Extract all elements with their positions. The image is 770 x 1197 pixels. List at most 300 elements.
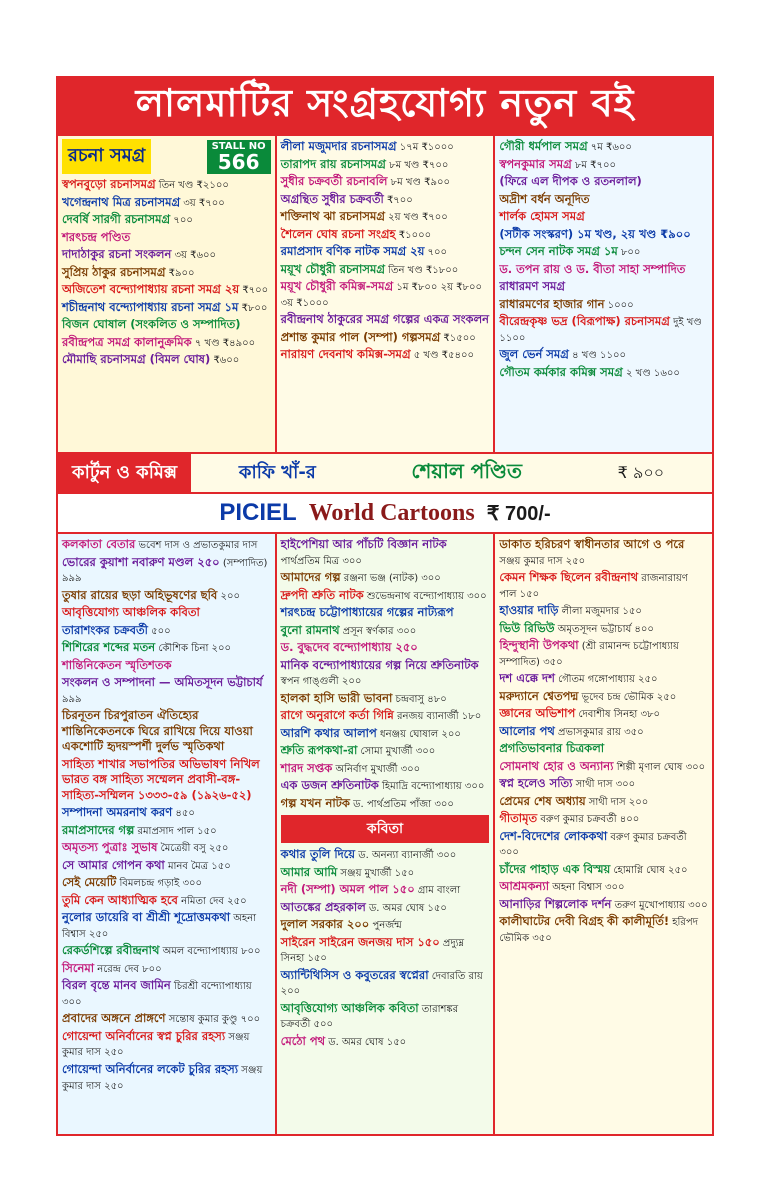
book-note: ₹৭০০ xyxy=(239,285,269,297)
book-note: সঞ্জয় কুমার দাস ২৫০ xyxy=(62,1064,263,1092)
book-title: লীলা মজুমদার রচনাসমগ্র xyxy=(280,139,397,153)
book-item xyxy=(281,588,490,604)
book-item xyxy=(281,157,490,173)
cartoon-price: ₹ ৯০০ xyxy=(617,462,665,482)
book-item xyxy=(499,794,708,810)
book-title: অজিতেশ বন্দ্যোপাধ্যায় রচনা সমগ্র ২য় xyxy=(62,282,240,297)
book-note: ভূদেব চন্দ্র ভৌমিক ২৫০ xyxy=(578,691,677,703)
book-note: স্বপন গাঙ্গুলী ২০০ xyxy=(280,676,362,688)
book-item xyxy=(281,192,490,208)
piciel-banner xyxy=(58,492,712,532)
book-title: ডাকাত হরিচরণ স্বাধীনতার আগে ও পরে xyxy=(499,537,685,551)
book-item xyxy=(281,244,490,260)
book-title: সে আমার গোপন কথা xyxy=(62,857,165,872)
book-title: সাহিত্য শাখার সভাপতির অভিভাষণ নিখিল ভারত বঙ্গ সাহিত্য সম্মেলন প্রবাসী-বঙ্গ-সাহিত্য-সম্মিলন ১৩৩৩-৫৯ (১৯২৬-৫২) xyxy=(62,756,260,802)
book-item xyxy=(499,570,708,601)
book-item xyxy=(281,570,490,586)
book-title: বুনো রামনাথ xyxy=(280,622,340,637)
book-list-col3-top xyxy=(499,139,708,380)
book-note: প্রদ্যুম্ন সিনহা ১৫০ xyxy=(280,937,465,965)
book-item xyxy=(281,623,490,639)
book-title: ভিউ রিভিউ xyxy=(499,620,555,635)
book-item xyxy=(62,708,271,755)
book-note: ₹১০০০ xyxy=(395,229,432,241)
book-note: অমল বন্দ্যোপাধ্যায় ৮০০ xyxy=(159,946,261,958)
book-item xyxy=(62,875,271,891)
book-note: ৮ম খণ্ড ₹৭০০ xyxy=(385,159,449,171)
book-title: শক্তিনাথ ঝা রচনাসমগ্র xyxy=(280,209,385,224)
book-title: গৌরী ধর্মপাল সমগ্র xyxy=(499,139,588,153)
book-note: ৭ম ₹৬০০ xyxy=(587,142,632,153)
stall-label: STALL NO xyxy=(211,140,266,152)
stall-number: 566 xyxy=(217,149,260,174)
book-item xyxy=(281,847,490,863)
book-title: সোমনাথ হোর ও অন্যান্য xyxy=(499,758,614,773)
col2-bottom xyxy=(277,534,496,1134)
book-title: গোয়েন্দা অনির্বানের স্বপ্ন চুরির রহস্য xyxy=(62,1028,226,1043)
book-note: রনজয় ব্যানার্জী ১৮০ xyxy=(393,711,482,723)
book-item xyxy=(281,174,490,190)
book-title: হালকা হাসি ভারী ভাবনা xyxy=(280,690,393,705)
book-item xyxy=(499,603,708,619)
book-note: তারাশঙ্কর চক্রবর্তী ৫০০ xyxy=(280,1003,459,1031)
book-item xyxy=(281,537,490,568)
book-title: হাওয়ার দাড়ি xyxy=(499,603,559,618)
cartoon-tag: কার্টুন ও কমিক্স xyxy=(58,454,191,492)
book-item xyxy=(62,675,271,706)
book-item xyxy=(281,279,490,310)
book-title: অদ্রীশ বর্ধন অনূদিত xyxy=(499,191,590,206)
book-note: ₹১৫০০ xyxy=(440,332,476,344)
book-note: বরুণ কুমার চক্রবর্তী ৩০০ xyxy=(499,831,687,859)
book-item xyxy=(281,743,490,759)
book-title: শার্লক হোমস সমগ্র xyxy=(499,209,585,224)
book-item xyxy=(62,588,271,604)
book-note: ড. অনন্যা ব্যানার্জী ৩০০ xyxy=(355,850,457,862)
book-title: শান্তিনিকেতন স্মৃতিশতক xyxy=(62,657,172,672)
book-list-col2-bottom xyxy=(281,537,490,811)
book-item xyxy=(62,555,271,586)
book-item xyxy=(281,1034,490,1050)
book-title: আশ্রমকন্যা xyxy=(499,879,550,894)
book-item xyxy=(62,961,271,977)
book-note: তিন খণ্ড ₹১৮০০ xyxy=(384,264,459,276)
book-title: রমাপ্রসাদ বণিক নাটক সমগ্র ২য় xyxy=(280,244,425,259)
book-item xyxy=(62,265,271,281)
book-note: ১০০০ xyxy=(604,299,634,311)
book-note: ৪ খণ্ড ১১০০ xyxy=(568,350,626,362)
book-title: প্রবাদের অঙ্গনে প্রাঙ্গণে xyxy=(62,1011,166,1026)
book-item xyxy=(281,882,490,898)
book-list-kobita xyxy=(281,847,490,1049)
book-note: (শ্রী রামানন্দ চট্টোপাধ্যায় সম্পাদিত) ৩৫০ xyxy=(499,641,679,668)
book-title: সাইরেন সাইরেন জনজয় দাস ১৫০ xyxy=(280,934,440,949)
book-note: সঞ্জয় মুখার্জী ১৫০ xyxy=(337,867,415,879)
book-title: তুমি কেন আধ্যাত্মিক হবে xyxy=(62,892,178,907)
book-item xyxy=(281,900,490,916)
book-title: শচীন্দ্রনাথ বন্দ্যোপাধ্যায় রচনা সমগ্র ১ম xyxy=(62,299,239,314)
book-item xyxy=(499,262,708,278)
book-note: অনির্বাণ মুখার্জী ৩০০ xyxy=(332,763,421,775)
book-title: সুধীর চক্রবর্তী রচনাবলি xyxy=(280,174,388,189)
book-title: বিজন ঘোষাল (সংকলিত ও সম্পাদিত) xyxy=(62,317,241,332)
book-title: এক ডজন শ্রুতিনাটক xyxy=(280,778,379,793)
book-title: গল্প যখন নাটক xyxy=(280,795,350,810)
book-title: রাধারমণ সমগ্র xyxy=(499,279,566,294)
book-item xyxy=(281,761,490,777)
book-title: আবৃত্তিযোগ্য আঞ্চলিক কবিতা xyxy=(62,605,200,620)
book-item xyxy=(281,796,490,812)
stall-badge xyxy=(207,140,271,174)
book-note: ₹৯০০ xyxy=(165,267,195,279)
book-item xyxy=(62,943,271,959)
book-item xyxy=(499,297,708,313)
book-item xyxy=(499,621,708,637)
book-note: ভবেশ দাস ও প্রভাতকুমার দাস xyxy=(135,540,258,551)
book-item xyxy=(281,865,490,881)
cartoon-title-b: শেয়াল পণ্ডিত xyxy=(411,458,523,483)
book-note: নমিতা দেব ২৫০ xyxy=(177,895,247,907)
book-item xyxy=(62,910,271,941)
book-note: ₹৭০০ xyxy=(383,194,413,206)
book-note: ৪৫০ xyxy=(172,808,195,820)
book-note: ২ খণ্ড ১৬০০ xyxy=(622,367,680,379)
book-title: আনাড়ির শিল্পলোক দর্শন xyxy=(499,896,612,911)
book-title: শৈলেন ঘোষ রচনা সংগ্রহ xyxy=(280,226,396,241)
book-item xyxy=(499,537,708,568)
book-title: আমার আমি xyxy=(280,864,338,879)
book-item xyxy=(281,917,490,933)
book-note: ৭০০ xyxy=(424,247,448,259)
book-title: আলোর পথ xyxy=(499,723,555,738)
book-title: নদী (সম্পা) অমল পাল ১৫০ xyxy=(280,882,415,897)
book-item xyxy=(62,805,271,821)
book-note: তরুণ মুখোপাধ্যায় ৩০০ xyxy=(611,899,708,911)
book-title: তারাপদ রায় রচনাসমগ্র xyxy=(280,156,386,171)
book-note: চন্দ্রবাসু ৪৮০ xyxy=(392,693,447,705)
book-item xyxy=(499,862,708,878)
rachana-title: রচনা সমগ্র xyxy=(62,139,151,174)
book-title: বীরেন্দ্রকৃষ্ণ ভদ্র (বিরূপাক্ষ) রচনাসমগ্র xyxy=(499,314,670,329)
piciel-title: World Cartoons xyxy=(308,499,475,526)
book-item xyxy=(62,893,271,909)
book-note: শিল্পী মৃণাল ঘোষ ৩০০ xyxy=(613,761,706,773)
book-note: হোমাগ্নি ঘোষ ২৫০ xyxy=(610,864,688,876)
book-item xyxy=(62,757,271,804)
col1-top xyxy=(58,136,277,452)
book-title: (ফিরে এল দীপক ও রতনলাল) xyxy=(499,174,642,189)
book-title: মরুদ্যানে শ্বেতপদ্ম xyxy=(499,688,579,703)
book-item xyxy=(499,347,708,363)
book-item xyxy=(62,1011,271,1027)
book-item xyxy=(499,706,708,722)
book-item xyxy=(62,177,271,193)
cartoon-title-a: কাফি খাঁ-র xyxy=(238,461,316,483)
book-title: সুপ্রিয় ঠাকুর রচনাসমগ্র xyxy=(62,264,166,279)
book-title: শারদ সপ্তক xyxy=(280,760,333,775)
book-title: কথার তুলি দিয়ে xyxy=(280,847,356,862)
book-note: ১ম ₹৮০০ ২য় ₹৮০০ ৩য় ₹১০০০ xyxy=(280,282,483,309)
book-title: রেকর্ডশিল্পে রবীন্দ্রনাথ xyxy=(62,943,160,958)
book-note: ধনঞ্জয় ঘোষাল ২০০ xyxy=(376,728,461,740)
book-note: লীলা মজুমদার ১৫০ xyxy=(558,606,642,618)
book-note: ৭ খণ্ড ₹৪৯০০ xyxy=(191,337,256,349)
book-item xyxy=(281,262,490,278)
book-title: আমাদের গল্প xyxy=(280,570,341,585)
book-item xyxy=(62,823,271,839)
book-item xyxy=(62,840,271,856)
book-title: শরৎচন্দ্র পণ্ডিত xyxy=(62,229,131,244)
book-note: প্রসূন স্বর্ণকার ৩০০ xyxy=(339,625,417,637)
piciel-brand: PICIEL xyxy=(219,499,297,526)
book-title: ভোরের কুয়াশা নবারুণ মণ্ডল ২৫০ xyxy=(62,554,220,569)
book-item xyxy=(281,227,490,243)
book-title: শ্রুতি রূপকথা-রা xyxy=(280,743,358,758)
kobita-tag: কবিতা xyxy=(281,815,490,843)
book-item xyxy=(499,365,708,381)
book-title: নুলোর ডায়েরি বা শ্রীশ্রী শূদ্রোত্তমকথা xyxy=(62,910,231,925)
book-title: অ্যান্টিথিসিস ও কবুতরের স্বপ্নেরা xyxy=(280,967,429,982)
book-item xyxy=(281,139,490,155)
book-note: কৌশিক চিনা ২০০ xyxy=(155,643,232,655)
book-title: রাধারমণের হাজার গান xyxy=(499,296,605,311)
book-title: দাদাঠাকুর রচনা সংকলন xyxy=(62,247,172,262)
book-item xyxy=(499,811,708,827)
book-note: সঞ্জয় কুমার দাস ২৫০ xyxy=(499,555,586,567)
book-note: সোমা মুখার্জী ৩০০ xyxy=(357,746,436,758)
book-item xyxy=(499,209,708,225)
cartoon-strip xyxy=(58,452,712,492)
book-note: শুভেন্দ্রনাথ বন্দ্যোপাধ্যায় ৩০০ xyxy=(363,590,487,602)
book-list-col2-top xyxy=(281,139,490,363)
book-item xyxy=(499,689,708,705)
book-note: ₹৮০০ xyxy=(238,302,268,314)
book-note: রঞ্জনা ভঞ্জ (নাটক) ৩০০ xyxy=(340,573,441,585)
book-title: রবীন্দ্রপত্র সমগ্র কালানুক্রমিক xyxy=(62,334,192,349)
book-note: ৮ম ₹৭০০ xyxy=(571,159,616,171)
book-item xyxy=(281,347,490,363)
piciel-price: ₹ 700/- xyxy=(486,502,551,525)
catalogue-section xyxy=(58,532,712,1134)
book-item xyxy=(281,1001,490,1032)
book-note: হরিপদ ভৌমিক ৩৫০ xyxy=(499,917,698,944)
book-note: মৈত্রেয়ী বসু ২৫০ xyxy=(157,843,229,855)
book-item xyxy=(281,778,490,794)
book-item xyxy=(499,724,708,740)
book-item xyxy=(62,623,271,639)
book-note: সন্তোষ কুমার কুণ্ডু ৭০০ xyxy=(165,1014,261,1026)
book-note: ৫০০ xyxy=(147,625,171,637)
book-item xyxy=(62,640,271,656)
book-note: বরুণ কুমার চক্রবর্তী ৪০০ xyxy=(537,814,640,826)
book-item xyxy=(499,741,708,757)
book-title: ময়ূখ চৌধুরী রচনাসমগ্র xyxy=(280,261,385,276)
book-item xyxy=(499,638,708,669)
book-item xyxy=(499,914,708,945)
book-item xyxy=(62,195,271,211)
book-note: ৫ খণ্ড ₹৫৪০০ xyxy=(410,350,474,362)
book-item xyxy=(62,605,271,621)
book-title: মানিক বন্দ্যোপাধ্যায়ের গল্প নিয়ে শ্রুতিনাটক xyxy=(280,657,479,672)
book-title: দশ এক্কে দশ xyxy=(499,671,555,686)
book-note: ৯৯৯ xyxy=(62,693,82,705)
book-item xyxy=(499,776,708,792)
book-note: ৭০০ xyxy=(170,215,193,227)
book-title: সংকলন ও সম্পাদনা — অমিতসূদন ভট্টাচার্য xyxy=(62,675,263,690)
book-note: সঞ্জয় কুমার দাস ২৫০ xyxy=(62,1031,250,1059)
book-note: চিরশ্রী বন্দ্যোপাধ্যায় ৩০০ xyxy=(62,981,252,1008)
book-title: রমাপ্রসাদের গল্প xyxy=(62,822,135,837)
book-title: কলকাতা বেতার xyxy=(62,537,136,551)
book-note: গ্রাম বাংলা xyxy=(414,885,461,897)
book-item xyxy=(499,227,708,243)
book-item xyxy=(62,1062,271,1093)
book-item xyxy=(281,330,490,346)
book-note: অহনা বিশ্বাস ৩০০ xyxy=(549,882,625,894)
book-note: সাথী দাস ৩০০ xyxy=(572,779,636,791)
book-item xyxy=(281,605,490,621)
book-item xyxy=(499,192,708,208)
book-item xyxy=(281,640,490,656)
book-item xyxy=(499,279,708,295)
book-note: ৩য় ₹৬০০ xyxy=(171,250,216,262)
book-note: বিমলচন্দ্র গড়াই ৩০০ xyxy=(116,878,203,890)
book-title: জ্ঞানের অভিশাপ xyxy=(499,706,576,721)
book-list-col3-bottom xyxy=(499,537,708,945)
book-title: ড. তপন রায় ও ড. বীতা সাহা সম্পাদিত xyxy=(499,261,686,276)
book-title: দেশ-বিদেশের লোককথা xyxy=(499,828,608,843)
book-title: হিন্দুস্থানী উপকথা xyxy=(499,638,579,653)
book-title: গোয়েন্দা অনির্বানের লকেট চুরির রহস্য xyxy=(62,1061,239,1076)
book-title: শরৎচন্দ্র চট্টোপাধ্যায়ের গল্পের নাট্যরূপ xyxy=(280,605,454,620)
book-note: (সম্পাদিত) ৯৯৯ xyxy=(62,557,268,585)
advert-frame xyxy=(56,76,714,1136)
book-item xyxy=(62,978,271,1009)
book-item xyxy=(281,968,490,999)
book-title: স্বপনবুড়ো রচনাসমগ্র xyxy=(62,177,156,191)
book-title: চাঁদের পাহাড় এক বিস্ময় xyxy=(499,861,611,876)
book-title: আবৃত্তিযোগ্য আঞ্চলিক কবিতা xyxy=(280,1000,419,1015)
book-item xyxy=(62,317,271,333)
book-item xyxy=(499,244,708,260)
page-title: লালমাটির সংগ্রহযোগ্য নতুন বই xyxy=(58,78,712,134)
book-item xyxy=(281,726,490,742)
book-item xyxy=(62,858,271,874)
book-item xyxy=(62,282,271,298)
col1-bottom xyxy=(58,534,277,1134)
book-note: ৮ম খণ্ড ₹৯০০ xyxy=(387,177,450,189)
book-title: গীতামৃত xyxy=(499,811,538,826)
book-title: প্রশান্ত কুমার পাল (সম্পা) গল্পসমগ্র xyxy=(280,329,441,344)
book-title: খগেন্দ্রনাথ মিত্র রচনাসমগ্র xyxy=(62,194,181,209)
rachana-header xyxy=(62,139,271,174)
book-title: স্বপ্ন হলেও সত্যি xyxy=(499,776,573,791)
book-note: রাজনারায়ণ পাল ১৫০ xyxy=(499,573,688,600)
book-title: হাইপেশিয়া আর পাঁচটি বিজ্ঞান নাটক xyxy=(280,537,447,551)
book-title: তারাশংকর চক্রবর্তী xyxy=(62,622,148,637)
book-item xyxy=(281,312,490,328)
book-title: সেই মেয়েটি xyxy=(62,875,117,890)
book-item xyxy=(62,537,271,553)
book-title: ড. বুদ্ধদেব বন্দ্যোপাধ্যায় ২৫০ xyxy=(280,640,418,655)
book-title: প্রেমের শেষ অধ্যায় xyxy=(499,793,586,808)
book-item xyxy=(499,314,708,345)
book-title: রবীন্দ্রনাথ ঠাকুরের সমগ্র গল্পের একত্র সংকলন xyxy=(280,312,490,327)
book-title: তুষার রায়ের ছড়া অহিভূষণের ছবি xyxy=(62,587,218,602)
book-title: বিরল বৃন্তে মানব জামিন xyxy=(62,978,171,993)
book-note: ৩য় ₹৭০০ xyxy=(180,197,225,209)
book-note: পুনর্জন্ম xyxy=(369,920,402,932)
book-note: অমৃতসূদন ভট্টাচার্য ৪০০ xyxy=(554,623,654,635)
book-item xyxy=(62,658,271,674)
book-title: চন্দন সেন নাটক সমগ্র ১ম xyxy=(499,244,618,259)
book-note: ড. অমর ঘোষ ১৫০ xyxy=(325,1036,407,1048)
book-item xyxy=(62,247,271,263)
book-note: মানব মৈত্র ১৫০ xyxy=(164,860,231,872)
book-title: কালীঘাটের দেবী বিগ্রহ কী কালীমূর্তি! xyxy=(499,914,670,929)
cartoon-feature xyxy=(191,457,712,490)
book-note: হিমাদ্রি বন্দ্যোপাধ্যায় ৩০০ xyxy=(378,781,485,793)
book-note: প্রভাসকুমার রায় ৩৫০ xyxy=(554,726,644,738)
book-title: আরশি কথার আলাপ xyxy=(280,725,377,740)
book-title: দুলাল সরকার ২০০ xyxy=(280,917,370,932)
book-note: পার্থপ্রতিম মিত্র ৩০০ xyxy=(280,555,362,567)
book-title: দ্রুপদী শ্রুতি নাটক xyxy=(280,587,364,602)
rachana-section xyxy=(58,134,712,452)
book-note: তিন খণ্ড ₹২১০০ xyxy=(155,180,229,191)
book-title: কেমন শিক্ষক ছিলেন রবীন্দ্রনাথ xyxy=(499,570,639,585)
book-note: ২০০ xyxy=(217,590,240,602)
book-title: চিরনূতন চিরপুরাতন ঐতিহ্যের শান্তিনিকেতনকে ঘিরে রাখিয়ে দিয়ে যাওয়া একশোটি হৃদয়স্পর্শী দুর্লভ স্মৃতিকথা xyxy=(62,708,253,754)
book-note: ৮০০ xyxy=(617,247,641,259)
book-title: অমৃতস্য পুত্রাঃ সুভাষ xyxy=(62,840,158,855)
book-item xyxy=(499,157,708,173)
book-note: ₹৬০০ xyxy=(210,355,240,367)
book-item xyxy=(499,671,708,687)
book-item xyxy=(62,300,271,316)
book-note: ড. অমর ঘোষ ১৫০ xyxy=(365,902,447,914)
book-note: অহনা বিশ্বাস ২৫০ xyxy=(62,913,257,940)
book-note: রমাপ্রসাদ পাল ১৫০ xyxy=(134,825,217,837)
book-title: (সটীক সংস্করণ) ১ম খণ্ড, ২য় খণ্ড ₹৯০০ xyxy=(499,226,691,241)
book-title: নারায়ণ দেবনাথ কমিক্স-সমগ্র xyxy=(280,347,411,362)
book-item xyxy=(281,935,490,966)
book-list-col1-top xyxy=(62,177,271,368)
book-item xyxy=(499,879,708,895)
book-note: ড. পার্থপ্রতিম পাঁজা ৩০০ xyxy=(349,798,454,810)
book-list-col1-bottom xyxy=(62,537,271,1093)
book-note: দুই খণ্ড ১১০০ xyxy=(499,317,702,344)
book-title: আতঙ্কের প্রহরকাল xyxy=(280,899,366,914)
book-title: দেবর্ষি সারগী রচনাসমগ্র xyxy=(62,212,171,227)
book-title: রাগে অনুরাগে কর্তা গিন্নি xyxy=(280,708,394,723)
col3-top xyxy=(495,136,712,452)
book-title: মৌমাছি রচনাসমগ্র (বিমল ঘোষ) xyxy=(62,352,211,367)
book-item xyxy=(62,230,271,246)
book-title: ময়ূখ চৌধুরী কমিক্স-সমগ্র xyxy=(280,279,394,294)
book-note: ১৭ম ₹১০০০ xyxy=(396,142,454,153)
book-item xyxy=(62,352,271,368)
book-note: নরেন্দ্র দেব ৮০০ xyxy=(94,963,162,975)
book-title: প্রগতিভাবনার চিত্রকলা xyxy=(499,741,605,756)
col3-bottom xyxy=(495,534,712,1134)
book-title: শিশিরের শব্দের মতন xyxy=(62,640,156,655)
book-item xyxy=(499,897,708,913)
book-item xyxy=(281,209,490,225)
book-item xyxy=(62,212,271,228)
book-title: সিনেমা xyxy=(62,960,95,975)
book-title: গৌতম কর্মকার কমিক্স সমগ্র xyxy=(499,364,623,379)
